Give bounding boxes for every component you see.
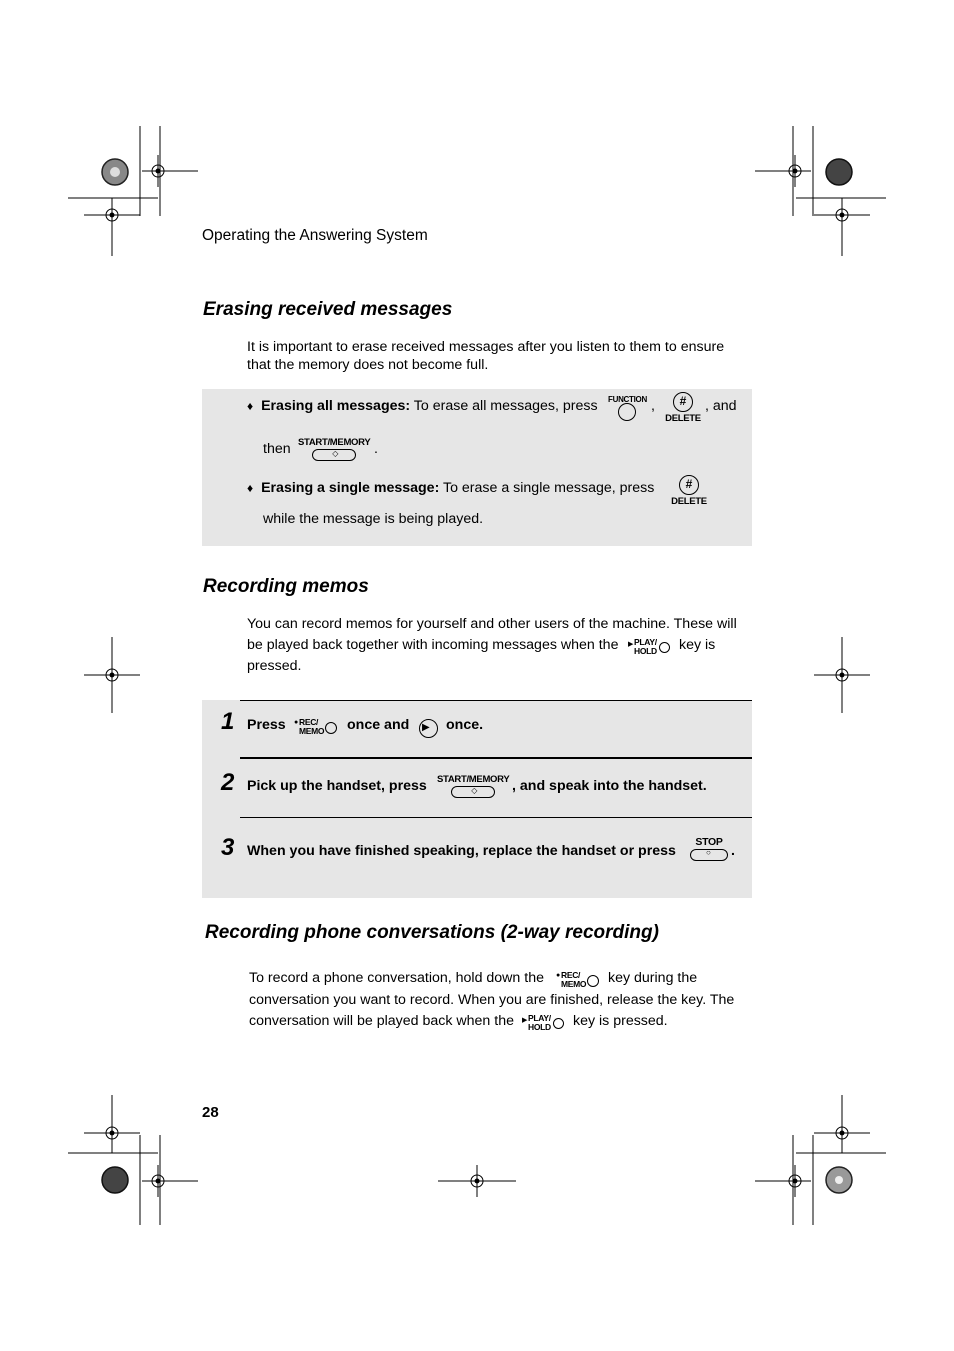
function-key-label: FUNCTION [608,395,647,404]
step-1-text-b: once and [347,717,410,733]
bullet-erasing-single [247,480,654,496]
two-way-line1a: To record a phone conversation, hold down the [249,970,544,986]
step-1-text-c: once. [446,717,484,733]
section-title-erasing: Erasing received messages [203,299,453,320]
memos-intro-line2b: key is [679,637,716,653]
start-memory-key-2 [437,774,509,803]
play-hold-label [528,1014,551,1032]
function-key-button-icon [618,403,636,421]
erasing-single-line2: while the message is being played. [263,511,484,527]
play-label: PLAY/ [634,637,657,647]
rec-label: REC/ [561,970,581,980]
start-memory-key-label: START/MEMORY [437,774,510,785]
erasing-intro [247,337,724,376]
hash-symbol: # [679,394,687,408]
speaker-key-icon [419,719,438,738]
erasing-all-then: then [263,441,291,457]
rec-dot-icon: ● [294,719,299,726]
start-memory-button-icon [451,786,495,798]
step-rule-2 [240,817,752,818]
rec-memo-label [299,718,324,736]
erasing-single-label: Erasing a single message: [261,480,440,496]
step-3-text-b: . [731,843,735,859]
step-1-text-a: Press [247,717,286,733]
hold-label: HOLD [634,646,657,656]
step-2-text-b: , and speak into the handset. [512,778,707,794]
hold-label: HOLD [528,1022,551,1032]
rec-label: REC/ [299,717,319,727]
step-rule-1 [240,757,752,759]
delete-key-label: DELETE [665,413,701,424]
memos-intro-line1: You can record memos for yourself and other users of the machine. These will [247,616,737,632]
rec-memo-button-icon [325,722,337,734]
two-way-line3a: conversation will be played back when the [249,1013,514,1029]
memos-intro-line3: pressed. [247,658,302,674]
hash-symbol: # [685,477,693,491]
memos-intro-line2a: be played back together with incoming messages when the [247,637,619,653]
start-symbol-icon: ◇ [332,449,339,458]
delete-key-label: DELETE [671,496,707,507]
erasing-all-and: , and [705,398,737,414]
stop-key-label: STOP [695,836,723,848]
step-2-number: 2 [221,769,235,796]
start-memory-key [298,437,370,466]
erasing-all-comma: , [651,398,655,414]
delete-key [662,392,704,424]
erasing-intro-line1: It is important to erase received messages after you listen to them to ensure [247,339,725,355]
erasing-all-text: To erase all messages, press [410,398,598,414]
step-2-text-a: Pick up the handset, press [247,778,427,794]
hash-key-icon [673,392,693,412]
hash-key-icon [679,475,699,495]
two-way-line2: conversation you want to record. When you are finished, release the key. The [249,992,735,1008]
step-3-number: 3 [221,834,235,861]
section-title-memos: Recording memos [203,576,369,597]
speaker-key [419,719,438,738]
erasing-all-label: Erasing all messages: [261,398,411,414]
start-symbol-icon: ◇ [471,786,478,795]
memo-label: MEMO [299,726,325,736]
erasing-all-period: . [374,441,378,457]
play-hold-label [634,638,657,656]
rec-memo-label [561,971,586,989]
play-hold-button-icon [659,642,670,653]
erasing-intro-line2: that the memory does not become full. [247,357,489,373]
rec-memo-button-icon [587,975,599,987]
start-memory-key-label: START/MEMORY [298,437,371,448]
two-way-line3b: key is pressed. [573,1013,668,1029]
two-way-line1b: key during the [608,970,698,986]
bullet-erasing-all [247,398,598,414]
play-hold-button-icon [553,1018,564,1029]
stop-symbol-icon: ○ [706,848,711,857]
play-label: PLAY/ [528,1013,551,1023]
diamond-bullet-icon: ♦ [247,399,254,413]
erasing-single-text: To erase a single message, press [439,480,655,496]
stop-key [690,836,728,866]
play-triangle-icon: ▶ [522,1017,528,1024]
step-rule-top [240,700,752,701]
play-triangle-icon: ▶ [628,641,634,648]
diamond-bullet-icon: ♦ [247,481,254,495]
speaker-symbol: ▶ [422,722,430,733]
memo-label: MEMO [561,979,587,989]
rec-dot-icon: ● [556,972,561,979]
stop-button-icon [690,849,728,861]
step-1-number: 1 [221,708,235,735]
section-title-two-way: Recording phone conversations (2-way recording) [205,922,659,943]
function-key [608,395,647,422]
start-memory-button-icon [312,449,356,461]
step-3-text-a: When you have finished speaking, replace the handset or press [247,843,676,859]
delete-key-2 [668,475,710,507]
running-header: Operating the Answering System [202,227,428,244]
page-number: 28 [202,1104,219,1121]
